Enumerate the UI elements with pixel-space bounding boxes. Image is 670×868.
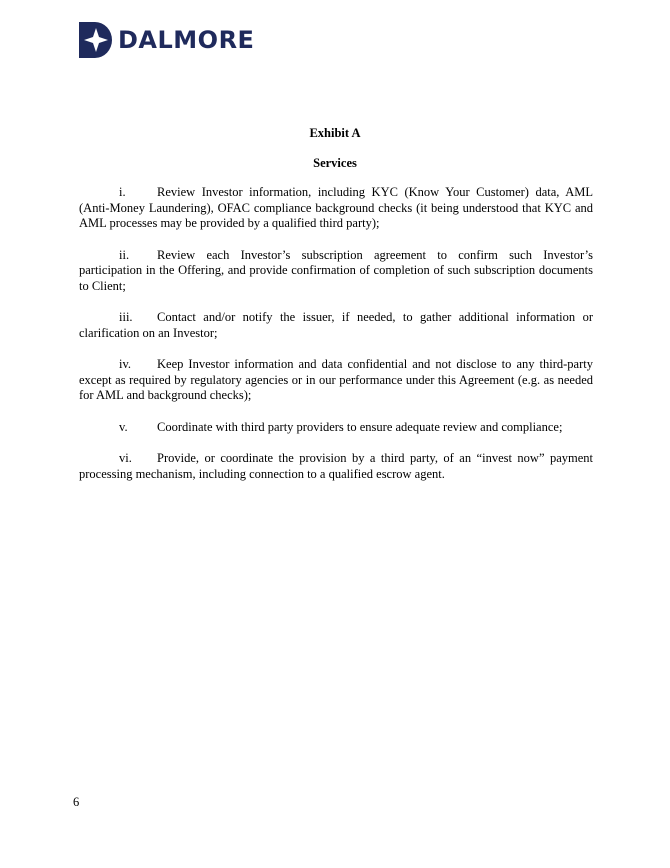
item-number: i. — [119, 185, 126, 199]
list-item — [79, 248, 593, 295]
item-number: iv. — [119, 357, 132, 371]
item-text: Provide, or coordinate the provision by a third party, of an “invest now” payment processing mechanism, including connection to a qualified escrow agent. — [79, 451, 593, 481]
section-title: Services — [313, 156, 357, 170]
logo-wordmark: DALMORE — [118, 26, 255, 54]
item-text: Review Investor information, including KYC (Know Your Customer) data, AML (Anti-Money Laundering), OFAC compliance background checks (it being understood that KYC and AML processes may be provided by a qualified third party); — [79, 185, 593, 230]
item-text: Contact and/or notify the issuer, if needed, to gather additional information or clarification on an Investor; — [79, 310, 593, 340]
item-number: ii. — [119, 247, 130, 262]
item-number: v. — [119, 419, 128, 434]
list-item — [79, 420, 593, 436]
item-number: vi. — [119, 451, 132, 465]
page-number: 6 — [73, 795, 80, 809]
list-item — [79, 357, 593, 404]
list-item — [79, 451, 593, 482]
exhibit-title: Exhibit A — [309, 126, 361, 140]
list-item — [79, 185, 593, 232]
item-text: Review each Investor’s subscription agreement to confirm such Investor’s participation in the Offering, and provide confirmation of completion of such subscription documents to Client; — [79, 247, 593, 293]
list-item — [79, 310, 593, 341]
item-text: Keep Investor information and data confidential and not disclose to any third-party except as required by regulatory agencies or in our performance under this Agreement (e.g. as needed for AML and background checks); — [79, 357, 593, 402]
dalmore-logo-mark-icon — [79, 22, 113, 58]
item-text: Coordinate with third party providers to ensure adequate review and compliance; — [157, 419, 563, 434]
dalmore-logo — [79, 22, 254, 58]
item-number: iii. — [119, 310, 133, 324]
services-list — [79, 185, 593, 498]
